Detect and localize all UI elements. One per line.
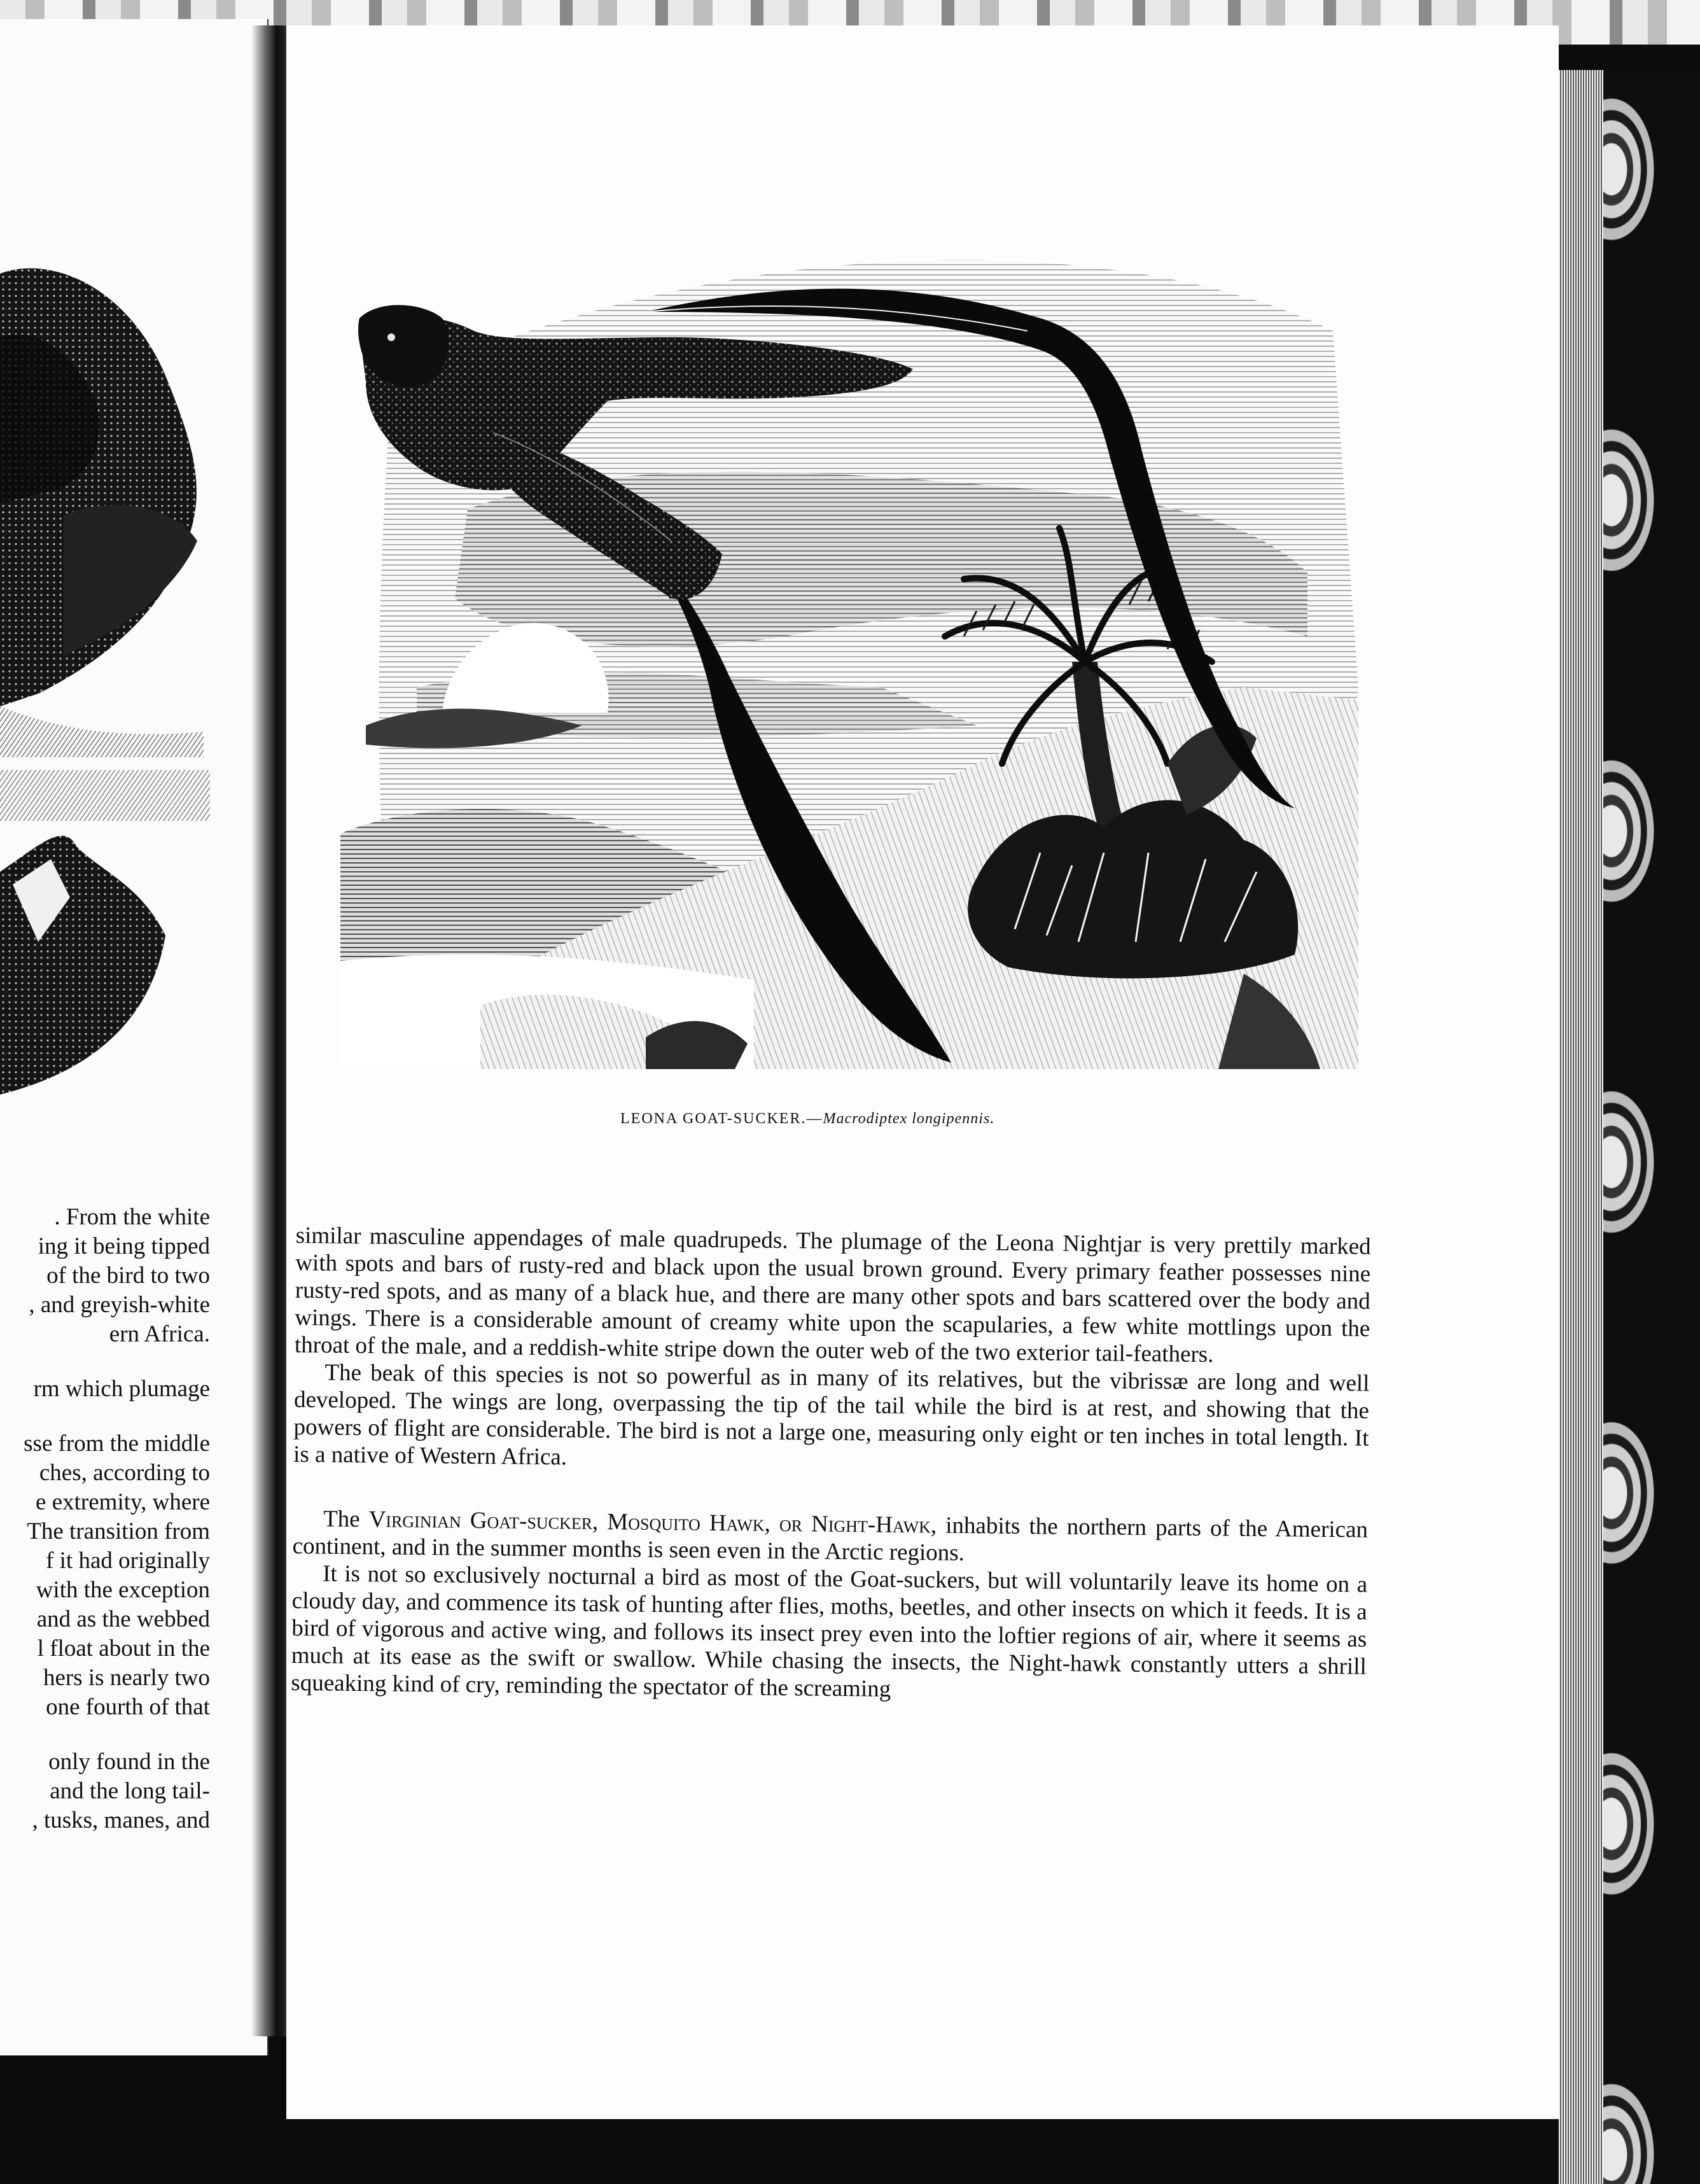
- left-text-line: . From the white: [54, 1204, 210, 1230]
- caption-common-name: LEONA GOAT-SUCKER.: [620, 1110, 807, 1127]
- body-text: [291, 1222, 1371, 1708]
- page-edges: [1559, 70, 1603, 2184]
- paragraph-nocturnal: It is not so exclusively nocturnal a bird as most of the Goat-suckers, but will voluntarily leave its home on a cloudy day, and commence its task of hunting after flies, moths, beetles, and other insects on which it feeds. It is a bird of vigorous and active wing, and follows its insect prey even into the loftier regions of air, where it seems as much at its ease as the swift or swallow. While chasing the insects, the Night-hawk constantly utters a shrill squeaking kind of cry, reminding the spectator of the screaming: [291, 1560, 1368, 1702]
- paragraph-beak: The beak of this species is not so powerful as in many of its relatives, but the vibrissæ are long and well developed. The wings are long, overpassing the tip of the tail while the bird is at rest, and showing that the powers of flight are considerable. The bird is not a large one, measuring only eight or ten inches in total length. It is a native of Western Africa.: [293, 1359, 1370, 1471]
- left-text-line: sse from the middle: [24, 1431, 210, 1457]
- left-text-gap: [0, 1722, 210, 1747]
- left-text-line: e extremity, where: [36, 1489, 210, 1515]
- virginian-lead: The: [323, 1506, 369, 1533]
- left-text-line: only found in the: [48, 1749, 210, 1775]
- left-bird-illustration: [0, 248, 210, 1107]
- caption-scientific-name: Macrodiptex longipennis.: [823, 1110, 995, 1127]
- left-text-gap: [0, 1404, 210, 1429]
- left-text-line: f it had originally: [46, 1548, 210, 1574]
- left-text-line: of the bird to two: [46, 1263, 210, 1289]
- virginian-rest: inhabits the northern parts of the American continent, and in the summer months is seen even in the Arctic regions.: [292, 1512, 1369, 1567]
- left-text-line: , tusks, manes, and: [32, 1807, 210, 1833]
- left-text-line: ern Africa.: [109, 1321, 210, 1347]
- caption-dash: —: [806, 1110, 823, 1127]
- left-text-line: one fourth of that: [46, 1694, 210, 1720]
- left-text-line: ing it being tipped: [38, 1233, 210, 1259]
- paragraph-plumage: similar masculine appendages of male quadrupeds. The plumage of the Leona Nightjar is very prettily marked with spots and bars of rusty-red and black upon the usual brown ground. Every primary feather possesses nine rusty-red spots, and as many of a black hue, and there are many other spots and bars scattered over the body and wings. There is a considerable amount of creamy white upon the scapularies, a few white mottlings upon the throat of the male, and a reddish-white stripe down the outer web of the two exterior tail-feathers.: [294, 1222, 1371, 1368]
- left-text-line: rm which plumage: [33, 1376, 210, 1402]
- left-page-text: [0, 1203, 210, 1835]
- left-text-line: and as the webbed: [36, 1606, 210, 1632]
- left-text-line: and the long tail-: [50, 1778, 210, 1804]
- left-text-line: , and greyish-white: [29, 1292, 210, 1318]
- left-text-line: hers is nearly two: [43, 1665, 210, 1691]
- virginian-common-names: Virginian Goat-sucker, Mosquito Hawk, or Night-Hawk,: [368, 1506, 937, 1539]
- figure-caption: [620, 1110, 1129, 1128]
- left-text-line: with the exception: [36, 1577, 210, 1603]
- left-text-line: ches, according to: [39, 1460, 210, 1486]
- left-text-gap: [0, 1349, 210, 1375]
- leona-goat-sucker-illustration: [340, 242, 1374, 1088]
- left-page: [0, 19, 268, 2055]
- left-text-line: The transition from: [27, 1518, 210, 1544]
- left-text-line: l float about in the: [37, 1635, 210, 1662]
